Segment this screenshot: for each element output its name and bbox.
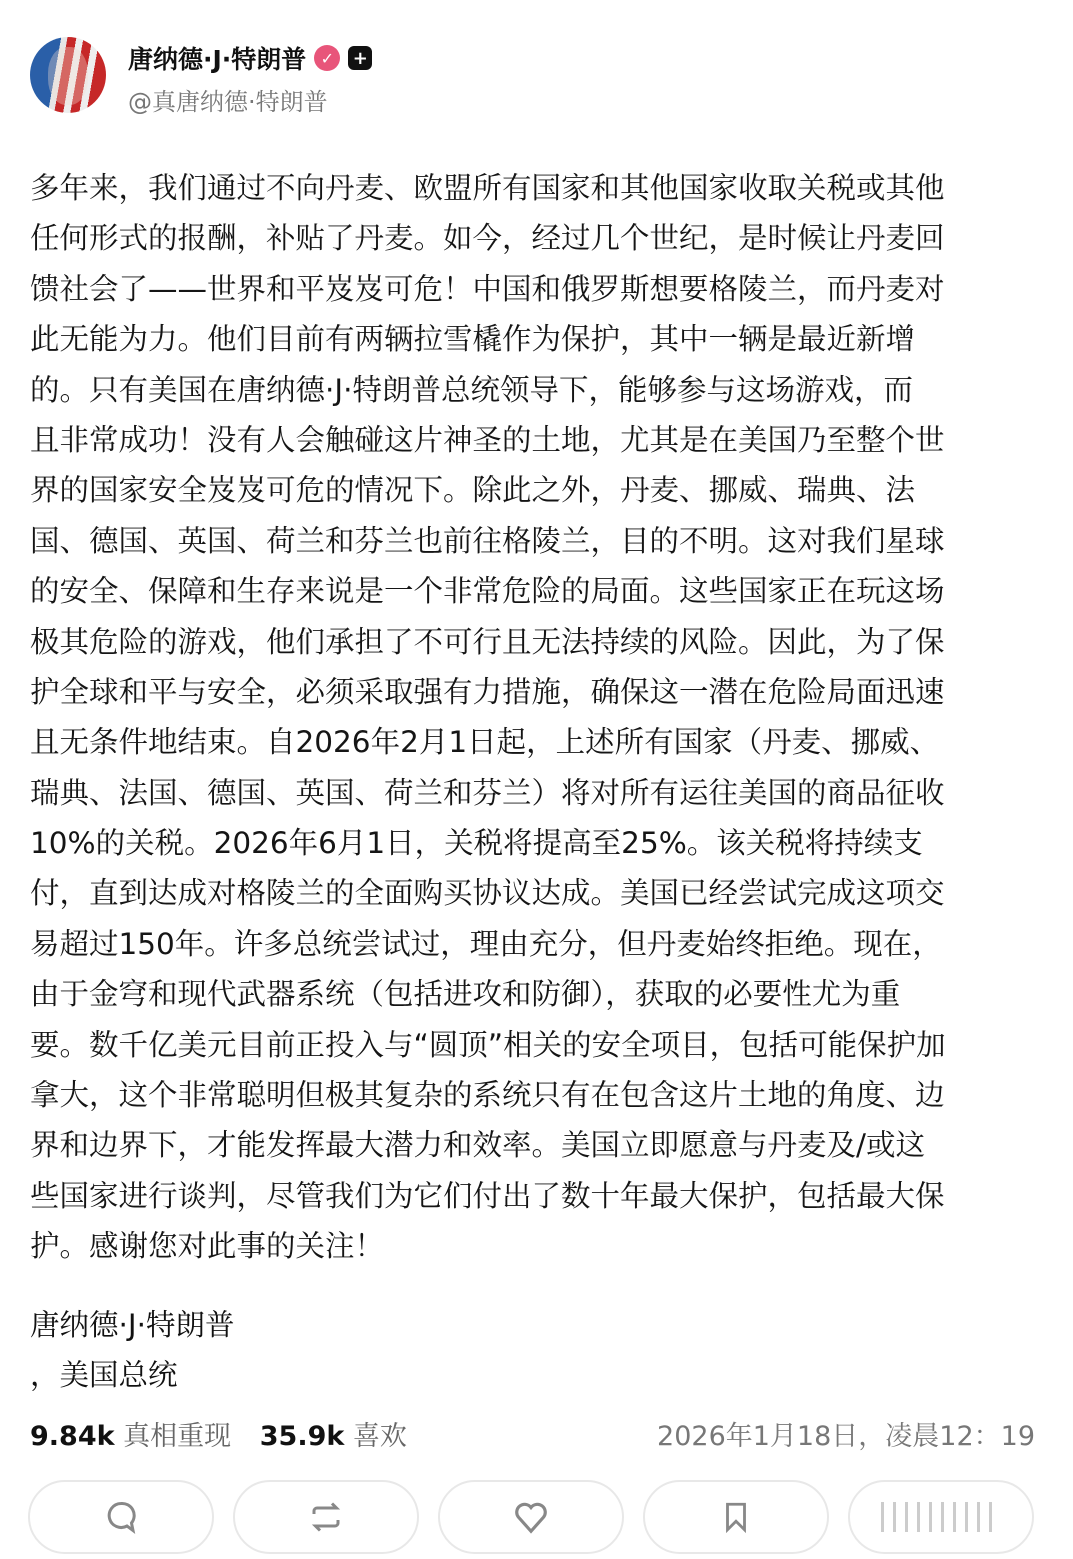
like-count[interactable]: 35.9k: [259, 1421, 345, 1452]
post-body: [30, 163, 946, 1272]
post-line: 任何形式的报酬，补贴了丹麦。如今，经过几个世纪，是时候让丹麦回: [30, 221, 945, 256]
bookmark-button[interactable]: [643, 1480, 829, 1554]
post-line: 的安全、保障和生存来说是一个非常危险的局面。这些国家正在玩这场: [30, 574, 945, 609]
post-line: 且无条件地结束。自2026年2月1日起，上述所有国家（丹麦、挪威、: [30, 725, 940, 760]
post-line: 付，直到达成对格陵兰的全面购买协议达成。美国已经尝试完成这项交: [30, 876, 945, 911]
post-stats: [30, 1414, 427, 1453]
restruth-count[interactable]: 9.84k: [30, 1421, 115, 1452]
post-line: 界的国家安全岌岌可危的情况下。除此之外，丹麦、挪威、瑞典、法: [30, 473, 916, 508]
signature-name: 唐纳德·J·特朗普: [30, 1308, 235, 1342]
restruth-label[interactable]: 真相重现: [123, 1421, 232, 1452]
action-bar: [28, 1480, 1034, 1554]
author-name-row: [128, 40, 372, 76]
post-line: 国、德国、英国、荷兰和芬兰也前往格陵兰，目的不明。这对我们星球: [30, 523, 945, 558]
avatar-face: [48, 47, 88, 105]
reply-icon: [103, 1499, 139, 1535]
more-button[interactable]: [848, 1480, 1034, 1554]
verified-badge-icon: ✓: [314, 45, 340, 71]
signature: [30, 1300, 234, 1400]
post-line: 易超过150年。许多总统尝试过，理由充分，但丹麦始终拒绝。现在，: [30, 926, 942, 961]
post-line: 且非常成功！没有人会触碰这片神圣的土地，尤其是在美国乃至整个世: [30, 422, 945, 457]
post-line: 要。数千亿美元目前正投入与“圆顶”相关的安全项目，包括可能保护加: [30, 1027, 946, 1062]
repost-icon: [308, 1499, 344, 1535]
post-line: 护。感谢您对此事的关注！: [30, 1229, 385, 1264]
like-button[interactable]: [438, 1480, 624, 1554]
post-line: 些国家进行谈判，尽管我们为它们付出了数十年最大保护，包括最大保: [30, 1178, 945, 1213]
like-label[interactable]: 喜欢: [352, 1421, 407, 1452]
post-line: 10%的关税。2026年6月1日，关税将提高至25%。该关税将持续支: [30, 826, 923, 861]
post-line: 馈社会了——世界和平岌岌可危！中国和俄罗斯想要格陵兰，而丹麦对: [30, 271, 945, 306]
post-line: 界和边界下，才能发挥最大潜力和效率。美国立即愿意与丹麦及/或这: [30, 1128, 925, 1163]
repost-button[interactable]: [233, 1480, 419, 1554]
post-line: 极其危险的游戏，他们承担了不可行且无法持续的风险。因此，为了保: [30, 624, 945, 659]
post-line: 多年来，我们通过不向丹麦、欧盟所有国家和其他国家收取关税或其他: [30, 171, 945, 205]
bookmark-icon: [719, 1499, 753, 1535]
timestamp: 2026年1月18日，凌晨12：19: [657, 1421, 1035, 1452]
signature-title: ，美国总统: [30, 1358, 178, 1392]
post-line: 拿大，这个非常聪明但极其复杂的系统只有在包含这片土地的角度、边: [30, 1078, 945, 1113]
post-line: 由于金穹和现代武器系统（包括进攻和防御），获取的必要性尤为重: [30, 977, 901, 1012]
avatar[interactable]: [30, 37, 106, 113]
post-line: 的。只有美国在唐纳德·J·特朗普总统领导下，能够参与这场游戏，而: [30, 372, 913, 407]
author-handle[interactable]: @真唐纳德·特朗普: [128, 88, 328, 116]
blurred-icon: [881, 1502, 1001, 1532]
reply-button[interactable]: [28, 1480, 214, 1554]
post-line: 此无能为力。他们目前有两辆拉雪橇作为保护，其中一辆是最近新增: [30, 322, 916, 357]
plus-badge-icon: +: [348, 46, 372, 70]
post-line: 瑞典、法国、德国、英国、荷兰和芬兰）将对所有运往美国的商品征收: [30, 775, 945, 810]
author-name[interactable]: 唐纳德·J·特朗普: [128, 45, 307, 74]
post-line: 护全球和平与安全，必须采取强有力措施，确保这一潜在危险局面迅速: [30, 674, 945, 709]
heart-icon: [512, 1498, 550, 1536]
